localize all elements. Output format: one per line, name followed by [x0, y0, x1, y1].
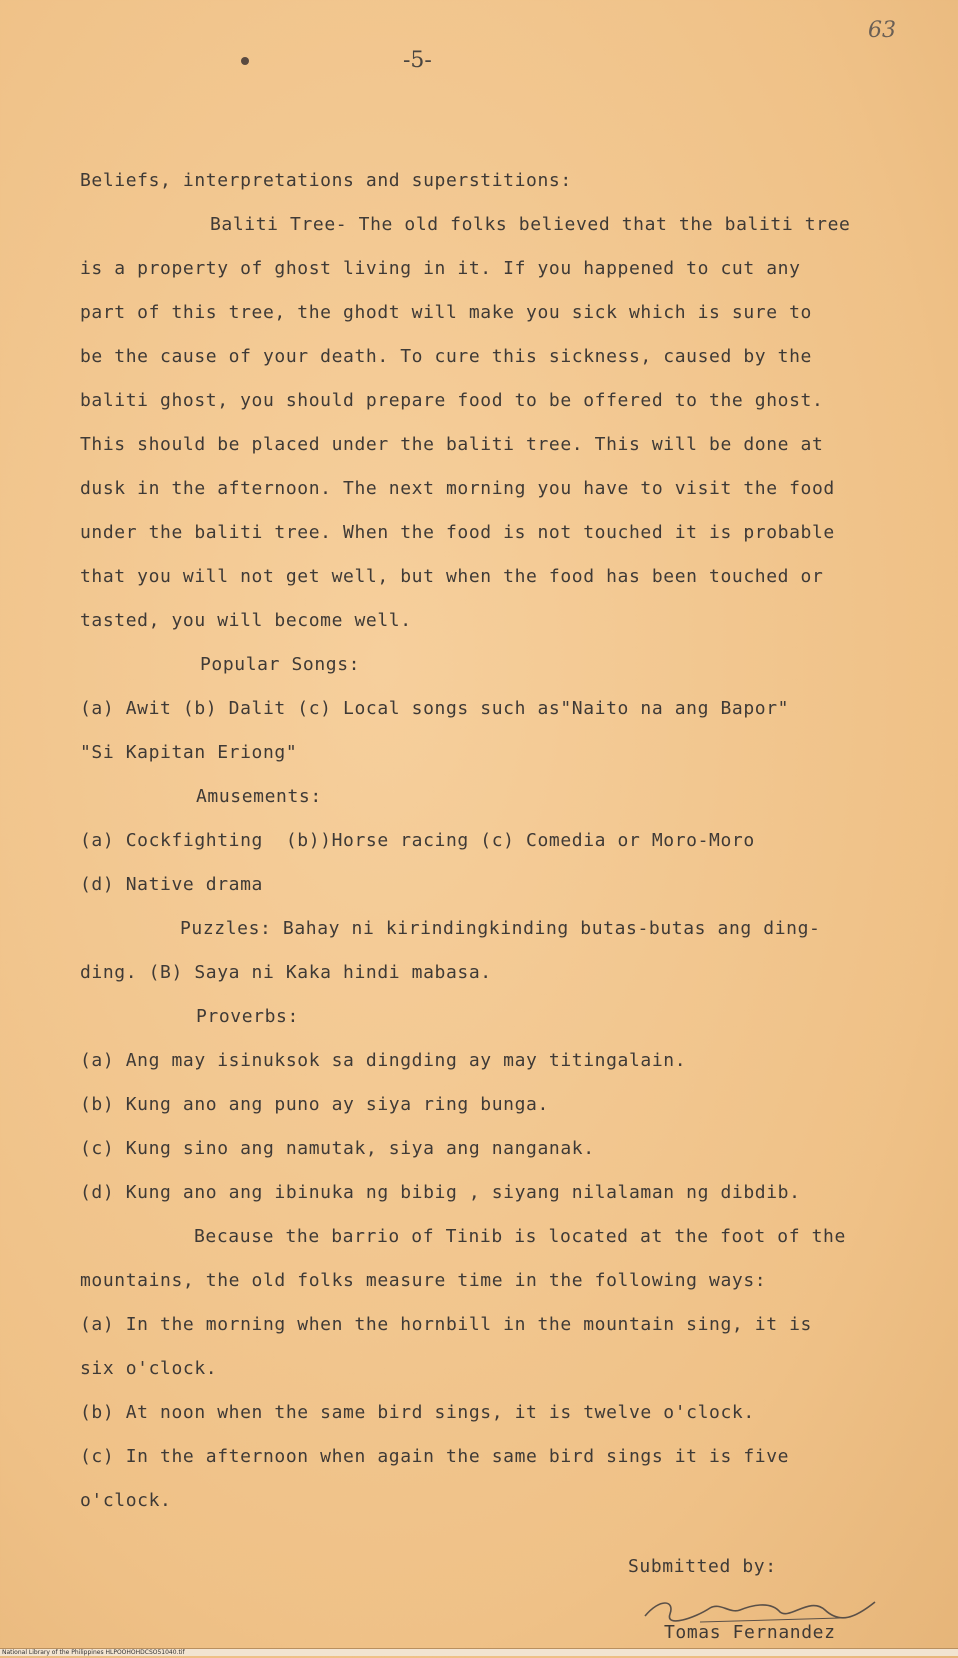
folio-number: 63	[868, 18, 896, 43]
text-line: (a) Awit (b) Dalit (c) Local songs such as"Naito na ang Bapor"	[80, 698, 790, 719]
section-heading-popular-songs: Popular Songs:	[200, 654, 361, 675]
section-heading-puzzles: Puzzles: Bahay ni kirindingkinding butas-butas ang ding-	[180, 918, 821, 939]
submitter-name: Tomas Fernandez	[664, 1622, 836, 1643]
text-line: ding. (B) Saya ni Kaka hindi mabasa.	[80, 962, 492, 983]
section-heading-beliefs: Beliefs, interpretations and superstitions:	[80, 170, 572, 191]
text-line: "Si Kapitan Eriong"	[80, 742, 298, 763]
text-line: o'clock.	[80, 1490, 172, 1511]
text-line: that you will not get well, but when the food has been touched or	[80, 566, 824, 587]
page-number: -5-	[403, 48, 432, 73]
text-line: Baliti Tree- The old folks believed that the baliti tree	[210, 214, 851, 235]
submitted-by-label: Submitted by:	[628, 1556, 777, 1577]
text-line: dusk in the afternoon. The next morning you have to visit the food	[80, 478, 835, 499]
text-line: This should be placed under the baliti tree. This will be done at	[80, 434, 824, 455]
text-line: Because the barrio of Tinib is located at the foot of the	[194, 1226, 846, 1247]
text-line: (c) Kung sino ang namutak, siya ang nanganak.	[80, 1138, 595, 1159]
text-line: baliti ghost, you should prepare food to be offered to the ghost.	[80, 390, 824, 411]
text-line: be the cause of your death. To cure this sickness, caused by the	[80, 346, 812, 367]
section-heading-proverbs: Proverbs:	[196, 1006, 299, 1027]
text-line: under the baliti tree. When the food is not touched it is probable	[80, 522, 835, 543]
text-line: (a) In the morning when the hornbill in the mountain sing, it is	[80, 1314, 812, 1335]
text-line: (a) Ang may isinuksok sa dingding ay may titingalain.	[80, 1050, 687, 1071]
text-line: six o'clock.	[80, 1358, 218, 1379]
text-line: (b) Kung ano ang puno ay siya ring bunga.	[80, 1094, 549, 1115]
archive-footer: National Library of the Philippines HLPOOHOHDCSO51040.tif	[0, 1648, 958, 1656]
text-line: (b) At noon when the same bird sings, it is twelve o'clock.	[80, 1402, 755, 1423]
text-line: is a property of ghost living in it. If you happened to cut any	[80, 258, 801, 279]
text-line: (d) Native drama	[80, 874, 263, 895]
text-line: (a) Cockfighting (b))Horse racing (c) Comedia or Moro-Moro	[80, 830, 755, 851]
text-line: part of this tree, the ghodt will make you sick which is sure to	[80, 302, 812, 323]
section-heading-amusements: Amusements:	[196, 786, 322, 807]
text-line: (d) Kung ano ang ibinuka ng bibig , siyang nilalaman ng dibdib.	[80, 1182, 801, 1203]
text-line: (c) In the afternoon when again the same bird sings it is five	[80, 1446, 790, 1467]
text-line: tasted, you will become well.	[80, 610, 412, 631]
text-line: mountains, the old folks measure time in the following ways:	[80, 1270, 767, 1291]
ink-smudge	[241, 57, 249, 65]
